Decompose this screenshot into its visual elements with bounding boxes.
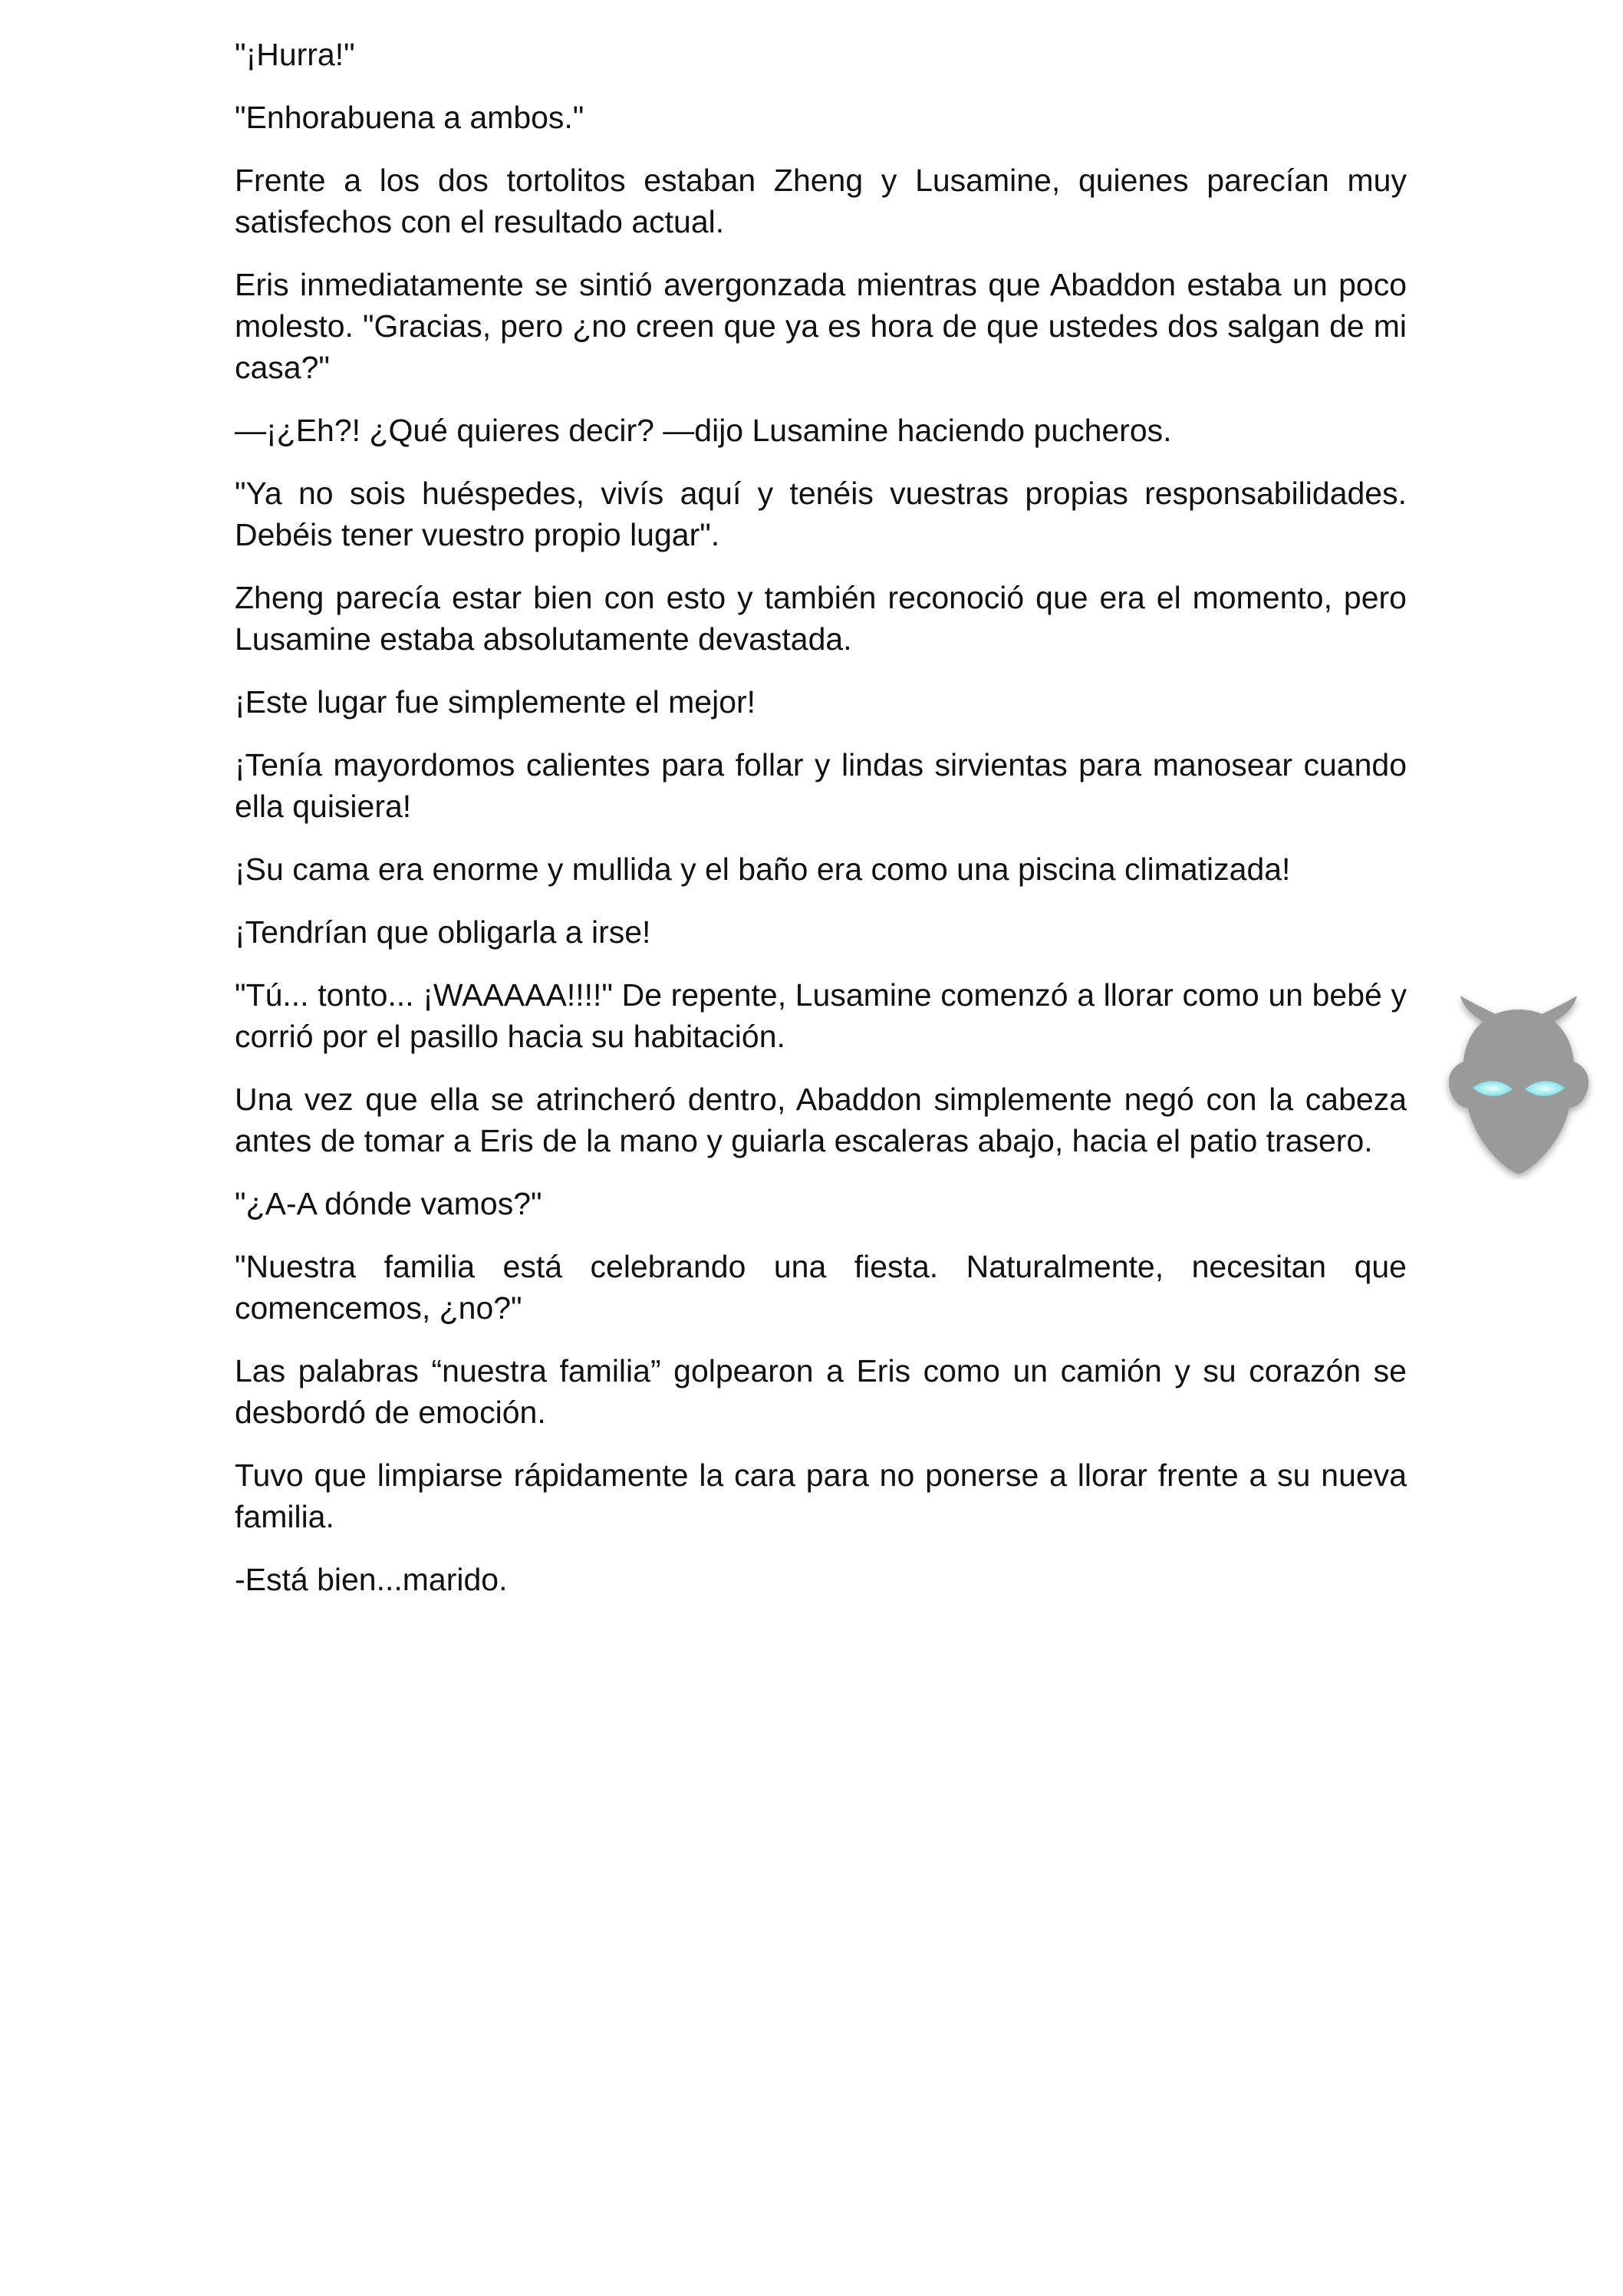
paragraph-huespedes: "Ya no sois huéspedes, vivís aquí y tenéis vuestras propias responsabilidades. Debéis tener vuestro propio lugar". xyxy=(235,476,1407,552)
paragraph-marido: -Está bien...marido. xyxy=(235,1562,508,1597)
demon-head-icon xyxy=(1442,996,1595,1180)
paragraph-atrinchero: Una vez que ella se atrincheró dentro, Abaddon simplemente negó con la cabeza antes de tomar a Eris de la mano y guiarla escaleras abajo, hacia el patio trasero. xyxy=(235,1082,1407,1158)
paragraph-tortolitos: Frente a los dos tortolitos estaban Zheng y Lusamine, quienes parecían muy satisfechos con el resultado actual. xyxy=(235,163,1407,239)
paragraph-mayordomos: ¡Tenía mayordomos calientes para follar y lindas sirvientas para manosear cuando ella quisiera! xyxy=(235,747,1407,824)
paragraph-cama: ¡Su cama era enorme y mullida y el baño era como una piscina climatizada! xyxy=(235,852,1291,887)
paragraph-donde-vamos: "¿A-A dónde vamos?" xyxy=(235,1186,542,1221)
paragraph-hurra: "¡Hurra!" xyxy=(235,37,355,72)
paragraph-obligarla: ¡Tendrían que obligarla a irse! xyxy=(235,914,651,950)
paragraph-eris-avergonzada: Eris inmediatamente se sintió avergonzada mientras que Abaddon estaba un poco molesto. "Gracias, pero ¿no creen que ya es hora de que ustedes dos salgan de mi casa?" xyxy=(235,267,1407,385)
paragraph-limpiarse: Tuvo que limpiarse rápidamente la cara para no ponerse a llorar frente a su nueva familia. xyxy=(235,1458,1407,1534)
paragraph-lugar-mejor: ¡Este lugar fue simplemente el mejor! xyxy=(235,684,756,720)
paragraph-enhorabuena: "Enhorabuena a ambos." xyxy=(235,100,584,135)
watermark-head xyxy=(1449,1010,1588,1174)
paragraph-nuestra-familia: Las palabras “nuestra familia” golpearon a Eris como un camión y su corazón se desbordó de emoción. xyxy=(235,1353,1407,1430)
paragraph-fiesta: "Nuestra familia está celebrando una fiesta. Naturalmente, necesitan que comencemos, ¿no?" xyxy=(235,1249,1407,1326)
paragraph-zheng-devastada: Zheng parecía estar bien con esto y también reconoció que era el momento, pero Lusamine estaba absolutamente devastada. xyxy=(235,580,1407,657)
story-text xyxy=(235,34,1407,1622)
paragraph-llorar: "Tú... tonto... ¡WAAAAA!!!!" De repente, Lusamine comenzó a llorar como un bebé y corrió por el pasillo hacia su habitación. xyxy=(235,977,1407,1054)
paragraph-lusamine-pucheros: —¡¿Eh?! ¿Qué quieres decir? —dijo Lusamine haciendo pucheros. xyxy=(235,413,1172,448)
